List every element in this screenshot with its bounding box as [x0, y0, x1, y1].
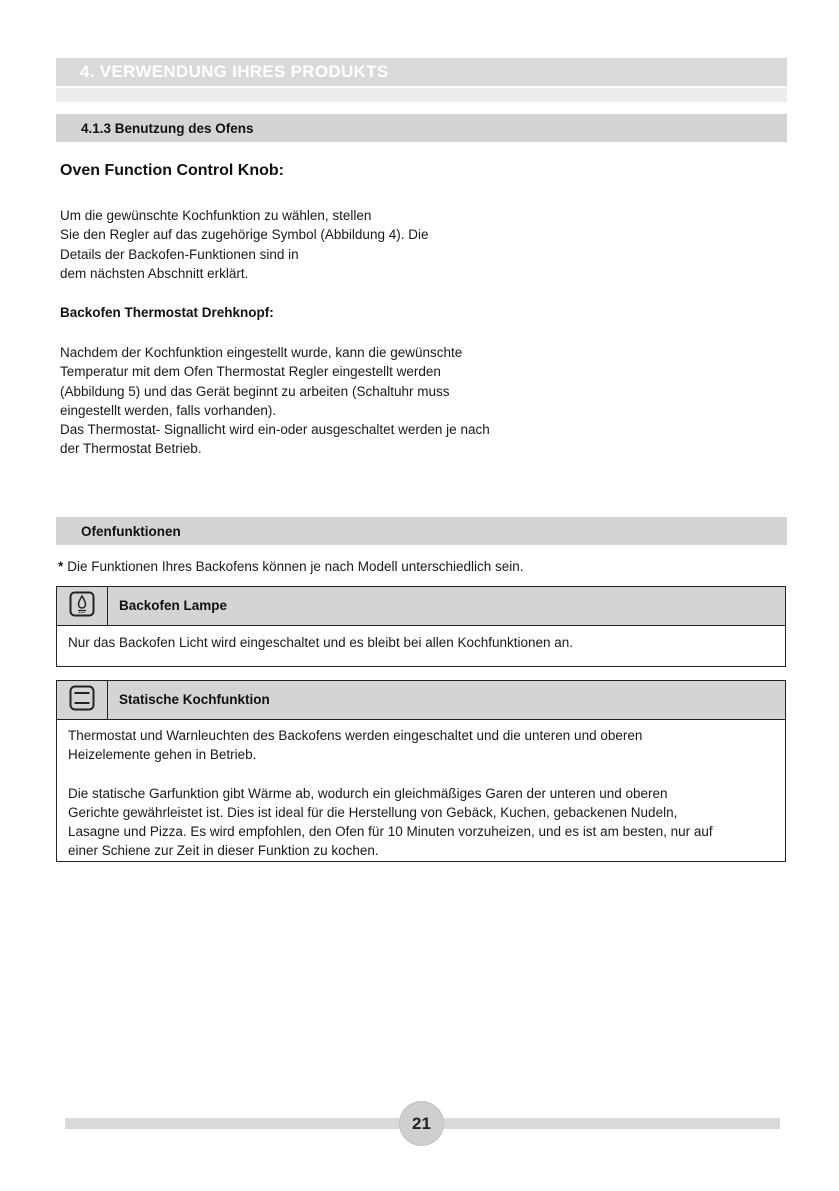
chapter-title: 4. VERWENDUNG IHRES PRODUKTS [56, 58, 787, 86]
text-line: eingestellt werden, falls vorhanden). [60, 402, 277, 418]
oven-lamp-icon [69, 591, 95, 622]
function-paragraph [68, 633, 773, 652]
text-line: Heizelemente gehen in Betrieb. [68, 747, 257, 763]
function-description [57, 626, 785, 652]
function-header [57, 681, 785, 720]
text-line: Die statische Garfunktion gibt Wärme ab, wodurch ein gleichmäßiges Garen der unteren und oberen [68, 785, 668, 801]
text-line: Gerichte gewährleistet ist. Dies ist ideal für die Herstellung von Gebäck, Kuchen, gebackenen Nudeln, [68, 804, 678, 820]
text-line: Details der Backofen-Funktionen sind in [60, 246, 299, 262]
function-title: Statische Kochfunktion [119, 692, 270, 707]
function-paragraph [68, 784, 773, 861]
section-title-oven-functions: Ofenfunktionen [56, 517, 787, 545]
page-number: 21 [399, 1101, 444, 1146]
chapter-divider [56, 88, 787, 102]
function-paragraph [68, 726, 773, 765]
text-line: (Abbildung 5) und das Gerät beginnt zu arbeiten (Schaltuhr muss [60, 383, 450, 399]
text-line: der Thermostat Betrieb. [60, 441, 202, 457]
static-cooking-icon [69, 685, 95, 716]
oven-function-knob-heading: Oven Function Control Knob: [60, 162, 284, 179]
text-line: Das Thermostat- Signallicht wird ein-oder ausgeschaltet werden je nach [60, 422, 490, 438]
text-line: Lasagne und Pizza. Es wird empfohlen, den Ofen für 10 Minuten vorzuheizen, und es ist am besten, nur auf [68, 824, 713, 840]
function-icon-cell [57, 681, 108, 719]
function-icon-cell [57, 587, 108, 625]
thermostat-knob-heading: Backofen Thermostat Drehknopf: [60, 305, 274, 320]
function-header [57, 587, 785, 626]
thermostat-knob-text [60, 343, 490, 459]
text-line: Thermostat und Warnleuchten des Backofens werden eingeschaltet und die unteren und oberen [68, 728, 643, 743]
note-text: Die Funktionen Ihres Backofens können je nach Modell unterschiedlich sein. [67, 559, 524, 574]
text-line: Um die gewünschte Kochfunktion zu wählen, stellen [60, 208, 372, 223]
text-line: Nachdem der Kochfunktion eingestellt wurde, kann die gewünschte [60, 345, 463, 360]
text-line: dem nächsten Abschnitt erklärt. [60, 265, 249, 281]
text-line: Nur das Backofen Licht wird eingeschaltet und es bleibt bei allen Kochfunktionen an. [68, 635, 574, 650]
oven-function-knob-text [60, 206, 428, 283]
function-title: Backofen Lampe [119, 598, 228, 613]
function-description [57, 720, 785, 861]
text-line: Temperatur mit dem Ofen Thermostat Regler eingestellt werden [60, 364, 441, 380]
model-variation-note [58, 559, 524, 574]
text-line: einer Schiene zur Zeit in dieser Funktion zu kochen. [68, 843, 379, 859]
section-title-oven-use: 4.1.3 Benutzung des Ofens [56, 114, 787, 142]
function-box-static-cooking [56, 680, 786, 862]
function-box-oven-lamp [56, 586, 786, 667]
text-line: Sie den Regler auf das zugehörige Symbol (Abbildung 4). Die [60, 227, 429, 243]
note-asterisk: * [58, 559, 64, 574]
